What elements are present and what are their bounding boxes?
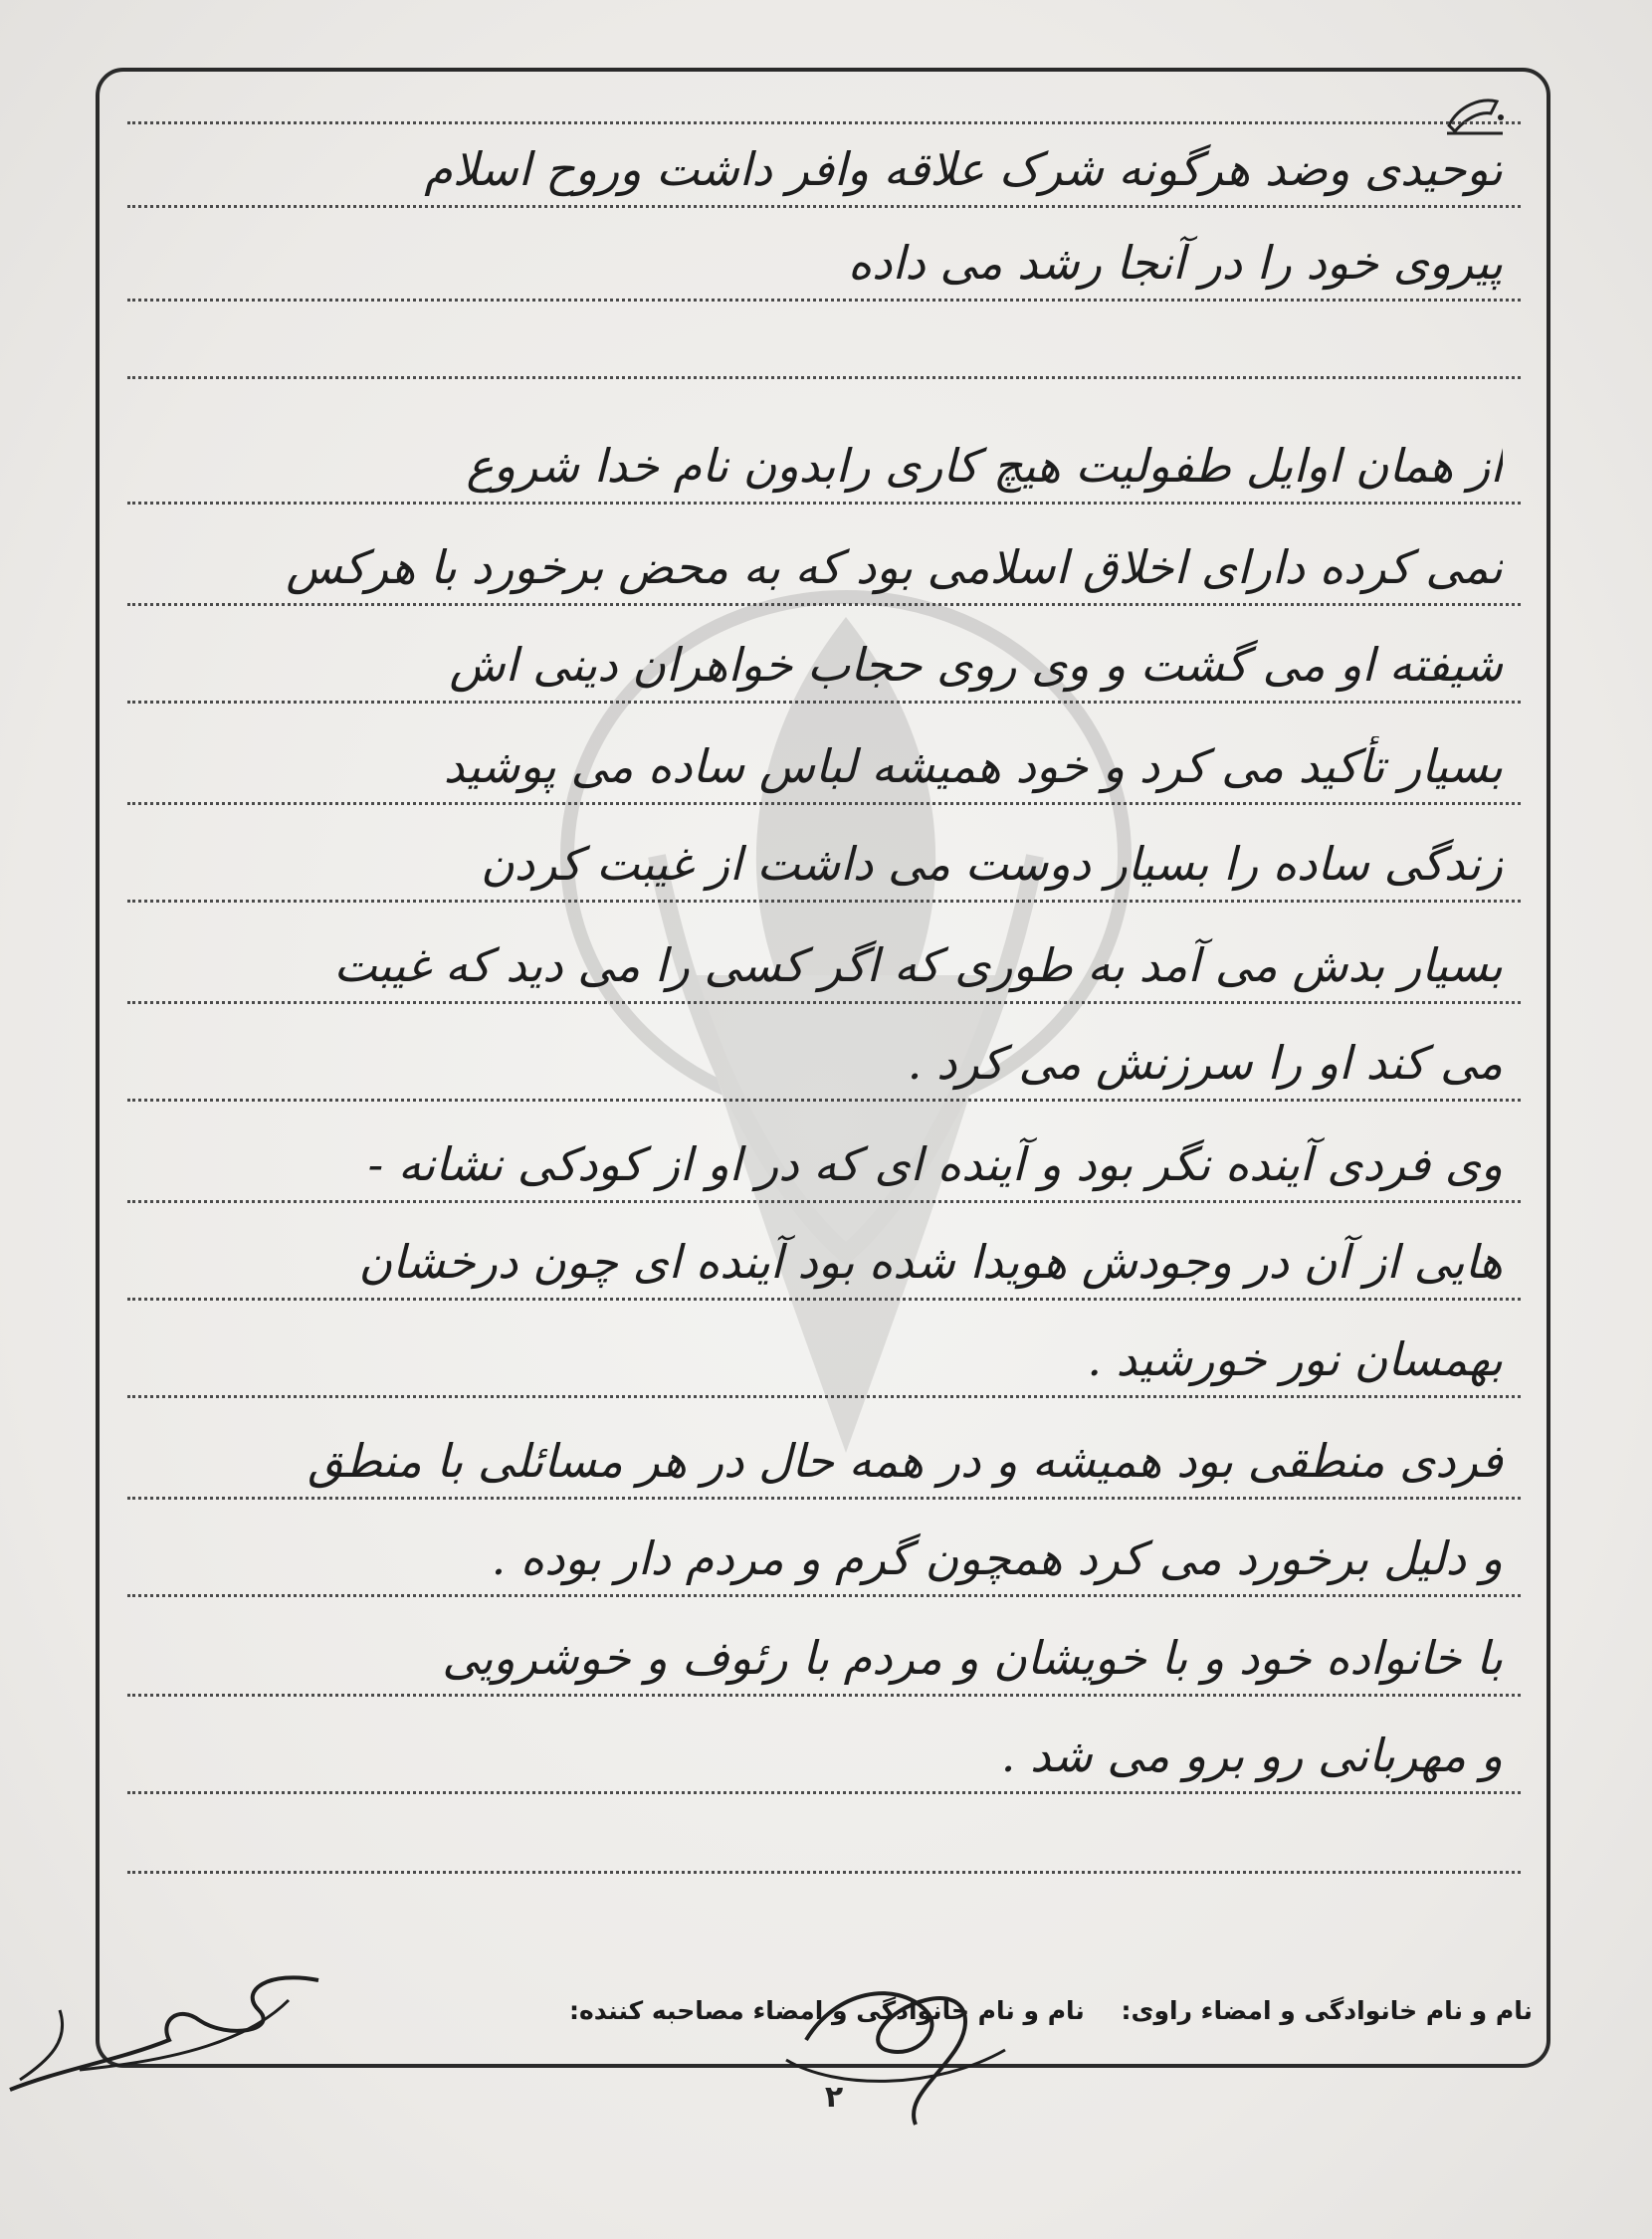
handwritten-line: پیروی خود را در آنجا رشد می داده xyxy=(847,236,1503,290)
handwritten-line: هایی از آن در وجودش هویدا شده بود آینده ای چون درخشان xyxy=(358,1235,1503,1289)
handwritten-line: بسیار تأکید می کرد و خود همیشه لباس ساده می پوشید xyxy=(443,739,1503,793)
ruled-line xyxy=(127,205,1521,208)
ruled-line xyxy=(127,1001,1521,1004)
narrator-signature xyxy=(0,1950,328,2100)
ruled-line xyxy=(127,1694,1521,1697)
ruled-line xyxy=(127,1871,1521,1874)
signature-footer xyxy=(541,1996,1533,2025)
handwritten-line: وی فردی آینده نگر بود و آینده ای که در او از کودکی نشانه - xyxy=(367,1137,1503,1191)
handwritten-line: زندگی ساده را بسیار دوست می داشت از غیبت کردن xyxy=(481,837,1503,891)
ruled-line xyxy=(127,1594,1521,1597)
handwritten-line: می کند او را سرزنش می کرد . xyxy=(907,1036,1503,1090)
handwritten-line: بهمسان نور خورشید . xyxy=(1087,1332,1503,1386)
ruled-line xyxy=(127,900,1521,903)
interviewer-signature-label: نام و نام خانوادگی و امضاء مصاحبه کننده: xyxy=(569,1996,1085,2025)
handwritten-line: بسیار بدش می آمد به طوری که اگر کسی را می دید که غیبت xyxy=(333,938,1503,992)
ruled-line xyxy=(127,502,1521,505)
ruled-line xyxy=(127,376,1521,379)
handwritten-line: توحیدی وضد هرگونه شرک علاقه وافر داشت وروح اسلام xyxy=(424,142,1503,196)
handwritten-line: و دلیل برخورد می کرد همچون گرم و مردم دار بوده . xyxy=(491,1531,1503,1585)
narrator-signature-label: نام و نام خانوادگی و امضاء راوی: xyxy=(1121,1996,1533,2025)
handwritten-line: و مهربانی رو برو می شد . xyxy=(1000,1729,1503,1782)
handwritten-line: از همان اوایل طفولیت هیچ کاری رابدون نام خدا شروع xyxy=(466,439,1503,493)
ruled-line xyxy=(127,1298,1521,1301)
handwritten-line: نمی کرده دارای اخلاق اسلامی بود که به محض برخورد با هرکس xyxy=(286,540,1503,594)
ruled-line xyxy=(127,1497,1521,1500)
ruled-line xyxy=(127,701,1521,704)
ruled-line xyxy=(127,1099,1521,1102)
ruled-line xyxy=(127,121,1521,124)
ruled-line xyxy=(127,299,1521,302)
handwritten-line: فردی منطقی بود همیشه و در همه حال در هر مسائلی با منطق xyxy=(308,1434,1503,1488)
page-number: ۲ xyxy=(824,2080,844,2115)
ruled-line xyxy=(127,802,1521,805)
ruled-line xyxy=(127,1791,1521,1794)
ruled-line xyxy=(127,1200,1521,1203)
handwritten-line: شیفته او می گشت و وی روی حجاب خواهران دینی اش xyxy=(449,638,1503,692)
interviewer-signature xyxy=(776,1950,1015,2130)
handwritten-line: با خانواده خود و با خویشان و مردم با رئوف و خوشرویی xyxy=(442,1631,1503,1685)
ruled-line xyxy=(127,603,1521,606)
ruled-line xyxy=(127,1395,1521,1398)
